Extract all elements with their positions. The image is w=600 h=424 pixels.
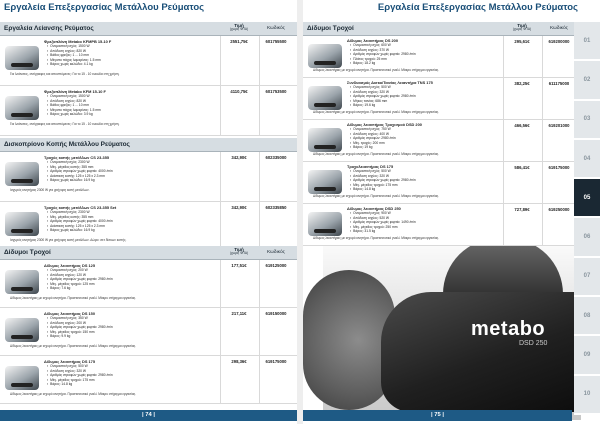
product-price: 342,90€ [231, 155, 247, 160]
spec-list: ▪ Ονομαστική ισχύς: 2300 W ▪ Μέγ. μέγεθος κοπής: 355 mm ▪ Αριθμός στροφών χωρίς φορτίο: 4000 /min ▪ Διάσταση κοπής: 125 x 125 x 2.3 mm ▪ Βάρος χωρίς καλώδιο: 16.9 kg [47, 210, 113, 233]
price-header: Τιμή (χωρίς ΦΠΑ) [229, 23, 249, 32]
product-note: Δίδυμος λειαντήρας με ισχυρό κινητήρα. Προστατευτικό γυαλί. Μάκρυ στήριγμα εργασίας. [313, 68, 440, 72]
code-header: Κωδικός [267, 250, 285, 255]
product-title: Τροχός κοπής μετάλλων CS 23-355 Set [44, 205, 117, 210]
section-name: Δίδυμοι Τροχοί [307, 25, 354, 32]
nav-tab[interactable]: 03 [574, 101, 600, 140]
product-code: 602335850 [265, 205, 287, 210]
price-header: Τιμή (χωρίς ΦΠΑ) [229, 247, 249, 256]
product-code: 619201000 [548, 123, 570, 128]
product-note: Για λειάνσεις, αντίγραφες και αποσπόμενες: Για το 15 - 10 ευκολία στη χρήση. [10, 72, 120, 76]
nav-tab[interactable]: 04 [574, 140, 600, 179]
nav-tab[interactable]: 07 [574, 258, 600, 297]
product-title: Τροχός κοπής μετάλλων CS 23-355 [44, 155, 110, 160]
section-name: Δισκοπρίονο Κοπής Μετάλλου Ρεύματος [4, 141, 130, 148]
section-header [0, 138, 297, 152]
nav-tab[interactable]: 06 [574, 218, 600, 257]
product-image [308, 44, 342, 68]
product-row [303, 120, 575, 162]
product-price: 217,11€ [231, 311, 247, 316]
product-row [0, 86, 297, 136]
section-name: Εργαλεία Λείανσης Ρεύματος [4, 25, 94, 32]
product-image [308, 128, 342, 152]
nav-tab[interactable]: 08 [574, 297, 600, 336]
product-price: 177,51€ [231, 263, 247, 268]
product-price: 466,56€ [514, 123, 530, 128]
section-header [303, 22, 575, 36]
product-row [0, 152, 297, 202]
product-row [0, 202, 297, 252]
product-image [308, 212, 342, 236]
nav-tab-active[interactable]: 05 [574, 179, 600, 218]
spec-list: ▪ Ονομαστική ισχύς: 500 W ▪ Απόδοση ισχύος: 320 W ▪ Αριθμός στροφών χωρίς φορτίο: 2980 /min ▪ Μέγ. μέγεθος τροχού: 175 mm ▪ Βάρος: 14.8 kg [47, 364, 113, 387]
spec-list: ▪ Ονομαστική ισχύς: 600 W ▪ Απόδοση ισχύος: 370 W ▪ Αριθμός στροφών χωρίς φορτίο: 2980 /min ▪ Πλάτος τροχού: 25 mm ▪ Βάρος: 18.2 kg [350, 43, 416, 66]
product-note: Δίδυμος λειαντήρας με ισχυρό κινητήρα. Προστατευτικό γυαλί. Μάκρυ στήριγμα εργασίας. [10, 344, 137, 348]
code-header: Κωδικός [267, 26, 285, 31]
product-title: Τροχολειαντήρας DS 175 [347, 164, 394, 169]
product-image [5, 318, 39, 342]
spec-list: ▪ Ονομαστική ισχύς: 750 W ▪ Απόδοση ισχύος: 400 W ▪ Αριθμός στροφών: 2980 /min ▪ Μέγ. τροχός: 200 mm ▪ Βάρος: 19 kg [350, 127, 396, 150]
product-code: 601755500 [265, 39, 287, 44]
product-note: Δίδυμος λειαντήρας με ισχυρό κινητήρα. Προστατευτικό γυαλί. Μάκρυ στήριγμα εργασίας. [313, 236, 440, 240]
product-image [5, 270, 39, 294]
product-code: 619125000 [265, 263, 287, 268]
product-price: 2551,75€ [230, 39, 248, 44]
product-title: Δίδυμος λειαντήρας DS 200 [347, 38, 399, 43]
product-image [5, 162, 39, 186]
section-bench-grinders [303, 22, 575, 246]
section-header [0, 22, 297, 36]
product-title: Δίδυμος λειαντήρας DS 150 [44, 311, 96, 316]
product-note: Δίδυμος λειαντήρας με ισχυρό κινητήρα. Προστατευτικό γυαλί. Μάκρυ στήριγμα εργασίας. [313, 110, 440, 114]
product-code: 611175000 [548, 81, 570, 86]
section-name: Δίδυμοι Τροχοί [4, 249, 51, 256]
product-price: 586,41€ [514, 165, 530, 170]
product-price: 727,89€ [514, 207, 530, 212]
product-row [0, 308, 297, 356]
right-page [303, 0, 600, 424]
nav-tab[interactable]: 09 [574, 336, 600, 375]
product-image [308, 86, 342, 110]
section-grinders [0, 22, 297, 136]
product-row [303, 204, 575, 246]
product-row [303, 162, 575, 204]
product-image [5, 96, 39, 120]
price-header: Τιμή (χωρίς ΦΠΑ) [512, 23, 532, 32]
product-title: Δίδυμος λειαντήρας DS 175 [44, 359, 96, 364]
product-price: 342,90€ [231, 205, 247, 210]
product-note: Δίδυμος λειαντήρας με ισχυρό κινητήρα. Προστατευτικό γυαλί. Μάκρυ στήριγμα εργασίας. [313, 194, 440, 198]
product-price: 295,61€ [514, 39, 530, 44]
page-title: Εργαλεία Επεξεργασίας Μετάλλου Ρεύματος [4, 2, 205, 13]
spec-list: ▪ Ονομαστική ισχύς: 900 W ▪ Απόδοση ισχύος: 520 W ▪ Αριθμός στροφών χωρίς φορτίο: 1490 /min ▪ Μέγ. μέγεθος τροχού: 250 mm ▪ Βάρος: 31.5 kg [350, 211, 416, 234]
product-code: 619175000 [548, 165, 570, 170]
product-code: 619250000 [548, 207, 570, 212]
product-note: Ισχυρός κινητήρας 2300 W για γρήγορη κοπή μετάλλων. [10, 188, 90, 192]
page-title: Εργαλεία Επεξεργασίας Μετάλλου Ρεύματος [377, 2, 578, 13]
product-note: Δίδυμος λειαντήρας με ισχυρό κινητήρα. Προστατευτικό γυαλί. Μάκρυ στήριγμα εργασίας. [10, 296, 137, 300]
chapter-nav [574, 22, 600, 415]
product-code: 601753500 [265, 89, 287, 94]
nav-tab[interactable]: 01 [574, 22, 600, 61]
product-code: 619175000 [265, 359, 287, 364]
product-row [0, 36, 297, 86]
product-title: Δίδυμος λειαντήρας DS 125 [44, 263, 96, 268]
spec-list: ▪ Ονομαστική ισχύς: 200 W ▪ Απόδοση ισχύος: 120 W ▪ Αριθμός στροφών χωρίς φορτίο: 2980 /min ▪ Μέγ. μέγεθος τροχού: 125 mm ▪ Βάρος: 7.6 kg [47, 268, 113, 291]
product-note: Για λειάνσεις, αντίγραφες και αποσπόμενες: Για το 15 - 10 ευκολία στη χρήση. [10, 122, 120, 126]
spec-list: ▪ Ονομαστική ισχύς: 1500 W ▪ Απόδοση ισχύος: 820 W ▪ Βάθος φρεζας: 1 ... 10 mm ▪ Μέγιστο πάχος λαμαρίνας: 1.5 mm ▪ Βάρος χωρίς καλώδιο: 4.1 kg [47, 44, 101, 67]
guard-shape [443, 238, 563, 294]
product-title: Φρεζοπλάνη Metabo KFMPB 15-10 F [44, 39, 112, 44]
product-row [303, 78, 575, 120]
product-row [303, 36, 575, 78]
code-header: Κωδικός [550, 26, 568, 31]
product-image [5, 212, 39, 236]
page-number: | 75 | [303, 410, 572, 421]
section-header [0, 246, 297, 260]
product-note: Δίδυμος λειαντήρας με ισχυρό κινητήρα. Προστατευτικό γυαλί. Μάκρυ στήριγμα εργασίας. [313, 152, 440, 156]
product-photo [323, 230, 581, 420]
spec-list: ▪ Ονομαστική ισχύς: 2300 W ▪ Μέγ. μέγεθος κοπής: 355 mm ▪ Αριθμός στροφών χωρίς φορτίο: 4000 /min ▪ Διάσταση κοπής: 125 x 125 x 2.3 mm ▪ Βάρος χωρίς καλώδιο: 16.9 kg [47, 160, 113, 183]
spec-list: ▪ Ονομαστική ισχύς: 350 W ▪ Απόδοση ισχύος: 200 W ▪ Αριθμός στροφών χωρίς φορτίο: 2980 /min ▪ Μέγ. μέγεθος τροχού: 150 mm ▪ Βάρος: 9.9 kg [47, 316, 113, 339]
product-image [5, 46, 39, 70]
product-image [308, 170, 342, 194]
spec-list: ▪ Ονομαστική ισχύς: 500 W ▪ Απόδοση ισχύος: 320 W ▪ Αριθμός στροφών χωρίς φορτίο: 2980 /min ▪ Μέγ. μέγεθος τροχού: 175 mm ▪ Βάρος: 14.8 kg [350, 169, 416, 192]
page-number: | 74 | [0, 410, 297, 421]
product-price: 298,36€ [231, 359, 247, 364]
product-code: 619150000 [265, 311, 287, 316]
product-image [5, 366, 39, 390]
product-code: 619200000 [548, 39, 570, 44]
product-title: Συνδυασμός Δισκο/Ταινίας Λειαντήρα TNS 175 [347, 80, 433, 85]
product-title: Δίδυμος λειαντήρας DSD 250 [347, 206, 401, 211]
nav-tab[interactable]: 02 [574, 61, 600, 100]
section-bench-grinders [0, 246, 297, 404]
product-price: 382,25€ [514, 81, 530, 86]
spec-list: ▪ Ονομαστική ισχύς: 1500 W ▪ Απόδοση ισχύος: 820 W ▪ Βάθος φρεζας: 1 ... 10 mm ▪ Μέγιστο πάχος λαμαρίνας: 1.5 mm ▪ Βάρος χωρίς καλώδιο: 3.9 kg [47, 94, 101, 117]
housing-shape [381, 292, 589, 412]
product-row [0, 260, 297, 308]
product-note: Δίδυμος λειαντήρας με ισχυρό κινητήρα. Προστατευτικό γυαλί. Μάκρυ στήριγμα εργασίας. [10, 392, 137, 396]
brand-logo: metabo [471, 318, 546, 340]
spec-list: ▪ Ονομαστική ισχύς: 500 W ▪ Απόδοση ισχύος: 320 W ▪ Αριθμός στροφών χωρίς φορτίο: 2980 /min ▪ Μήκος ταινίας: 686 mm ▪ Βάρος: 19.6 kg [350, 85, 416, 108]
product-note: Ισχυρός κινητήρας 2300 W για γρήγορη κοπή μετάλλων. Δώρο: σετ δίσκων κοπής. [10, 238, 127, 242]
product-title: Φρεζοπλάνη Metabo KFM 15-10 F [44, 89, 106, 94]
model-label: DSD 250 [519, 340, 548, 347]
product-row [0, 356, 297, 404]
section-cutoff-saw [0, 138, 297, 252]
left-page [0, 0, 297, 424]
product-code: 602335000 [265, 155, 287, 160]
product-price: 4110,75€ [230, 89, 248, 94]
product-title: Δίδυμος λειαντήρας Τροχισμού DSD 200 [347, 122, 422, 127]
nav-tab[interactable]: 10 [574, 376, 600, 415]
